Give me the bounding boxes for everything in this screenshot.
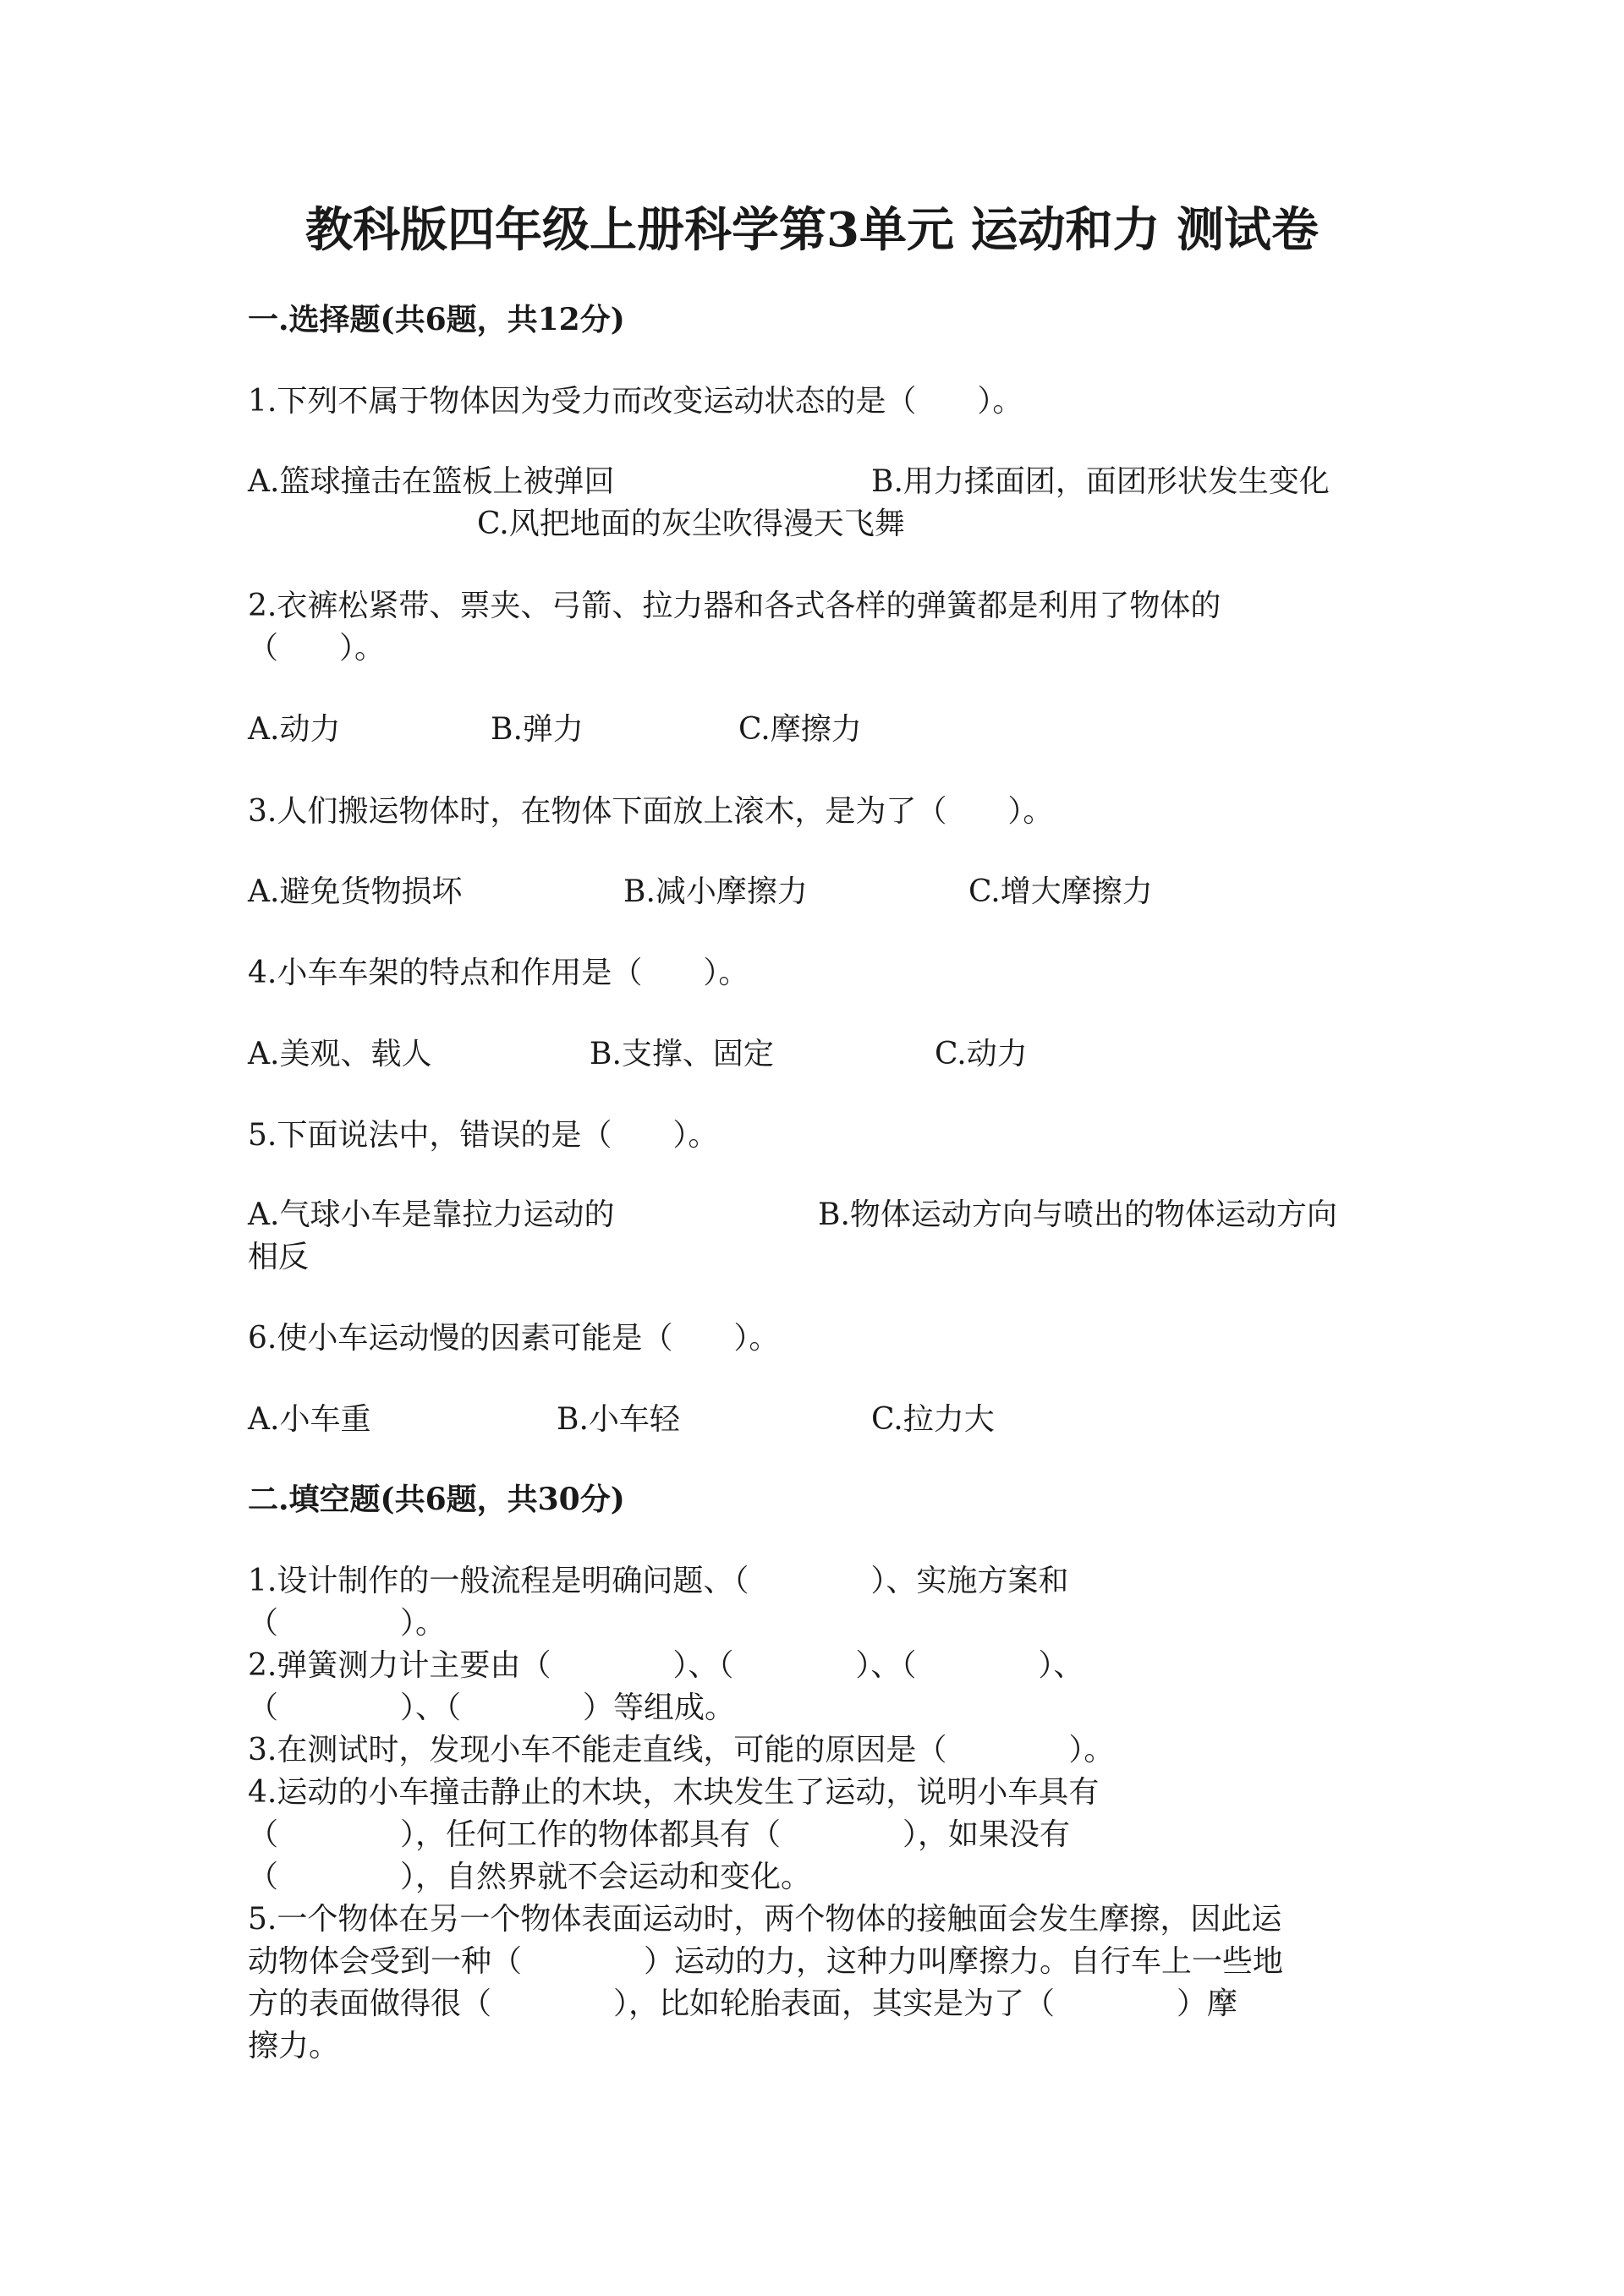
question-3-option-a: A.避免货物损坏 <box>248 874 463 909</box>
fill-question-1-line1: 1.设计制作的一般流程是明确问题、（ ）、实施方案和 <box>248 1564 1069 1598</box>
question-1-option-a: A.篮球撞击在篮板上被弹回 <box>248 464 615 499</box>
fill-question-4-line1: 4.运动的小车撞击静止的木块，木块发生了运动，说明小车具有 <box>248 1775 1100 1810</box>
question-1-stem: 1.下列不属于物体因为受力而改变运动状态的是（ ）。 <box>248 384 1023 419</box>
question-4-option-c: C.动力 <box>935 1037 1028 1071</box>
question-1-option-b: B.用力揉面团，面团形状发生变化 <box>871 464 1330 499</box>
question-2-option-c: C.摩擦力 <box>738 712 862 747</box>
question-5-option-a: A.气球小车是靠拉力运动的 <box>248 1197 615 1232</box>
question-5-option-b: B.物体运动方向与喷出的物体运动方向 <box>818 1197 1337 1232</box>
question-2-option-b: B.弹力 <box>491 712 584 747</box>
section-heading-fill-blank: 二.填空题(共6题，共30分) <box>248 1482 625 1517</box>
fill-question-1-line2: （ ）。 <box>248 1606 447 1641</box>
question-6-option-c: C.拉力大 <box>871 1402 995 1437</box>
question-3-option-b: B.减小摩擦力 <box>623 874 808 909</box>
question-1-option-c: C.风把地面的灰尘吹得漫天飞舞 <box>477 507 905 541</box>
question-6-option-a: A.小车重 <box>248 1402 371 1437</box>
question-4-option-a: A.美观、载人 <box>248 1037 432 1071</box>
fill-question-4-line2: （ ），任何工作的物体都具有（ ），如果没有 <box>248 1817 1071 1852</box>
fill-question-3-line1: 3.在测试时，发现小车不能走直线，可能的原因是（ ）。 <box>248 1733 1115 1767</box>
fill-question-4-line3: （ ），自然界就不会运动和变化。 <box>248 1860 812 1894</box>
question-3-option-c: C.增大摩擦力 <box>968 874 1153 909</box>
fill-question-2-line2: （ ）、（ ）等组成。 <box>248 1690 736 1725</box>
section-heading-choice: 一.选择题(共6题，共12分) <box>248 302 625 337</box>
fill-question-5-line4: 擦力。 <box>248 2029 340 2063</box>
question-6-option-b: B.小车轻 <box>557 1402 680 1437</box>
fill-question-5-line2: 动物体会受到一种（ ）运动的力，这种力叫摩擦力。自行车上一些地 <box>248 1944 1284 1979</box>
fill-question-2-line1: 2.弹簧测力计主要由（ ）、（ ）、（ ）、 <box>248 1648 1084 1683</box>
question-2-option-a: A.动力 <box>248 712 341 747</box>
question-5-stem: 5.下面说法中，错误的是（ ）。 <box>248 1118 719 1153</box>
question-2-stem-line1: 2.衣裤松紧带、票夹、弓箭、拉力器和各式各样的弹簧都是利用了物体的 <box>248 589 1221 623</box>
question-4-option-b: B.支撑、固定 <box>590 1037 774 1071</box>
fill-question-5-line1: 5.一个物体在另一个物体表面运动时，两个物体的接触面会发生摩擦，因此运 <box>248 1902 1282 1937</box>
question-3-stem: 3.人们搬运物体时，在物体下面放上滚木，是为了（ ）。 <box>248 794 1054 829</box>
question-5-option-b-continued: 相反 <box>248 1240 310 1274</box>
fill-question-5-line3: 方的表面做得很（ ），比如轮胎表面，其实是为了（ ）摩 <box>248 1986 1238 2021</box>
page-title: 教科版四年级上册科学第3单元 运动和力 测试卷 <box>305 202 1319 258</box>
question-4-stem: 4.小车车架的特点和作用是（ ）。 <box>248 956 749 990</box>
question-6-stem: 6.使小车运动慢的因素可能是（ ）。 <box>248 1321 780 1356</box>
question-2-stem-line2: （ ）。 <box>248 631 386 666</box>
